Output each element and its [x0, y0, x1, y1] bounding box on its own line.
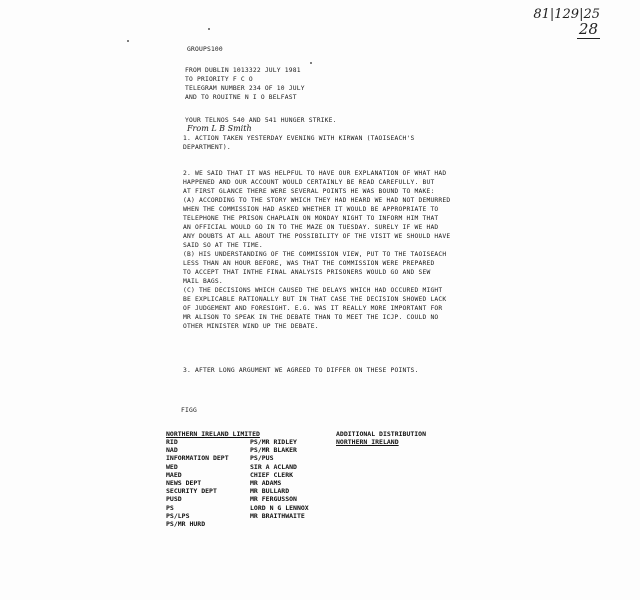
folio-number: 28	[578, 20, 598, 38]
text-line: OTHER MINISTER WIND UP THE DEBATE.	[183, 323, 319, 330]
paragraph-2	[183, 169, 450, 331]
distribution-entry: SIR A ACLAND	[250, 462, 297, 471]
text-line: MAIL BAGS.	[183, 278, 223, 285]
distribution-entry: INFORMATION DEPT	[166, 454, 229, 463]
text-line: BE EXPLICABLE RATIONALLY BUT IN THAT CASE THE DECISION SHOWED LACK	[183, 296, 447, 303]
distribution-entry: RID	[166, 438, 178, 446]
header-line: TO PRIORITY F C O	[185, 76, 253, 83]
header-line: FROM DUBLIN 1013322 JULY 1981	[185, 67, 301, 74]
text-line: (B) HIS UNDERSTANDING OF THE COMMISSION VIEW, PUT TO THE TAOISEACH	[183, 251, 447, 258]
text-line: ANY DOUBTS AT ALL ABOUT THE POSSIBILITY OF THE VISIT WE SHOULD HAVE	[183, 233, 451, 240]
paragraph-3: 3. AFTER LONG ARGUMENT WE AGREED TO DIFFER ON THESE POINTS.	[183, 367, 419, 374]
additional-distribution-heading: ADDITIONAL DISTRIBUTION	[336, 430, 427, 438]
file-reference: 81|129|25	[533, 7, 600, 22]
signoff: FIGG	[181, 407, 197, 414]
text-line: (A) ACCORDING TO THE STORY WHICH THEY HAD HEARD WE HAD NOT DEMURRED	[183, 197, 451, 204]
text-line: SAID SO AT THE TIME.	[183, 242, 263, 249]
distribution-entry: MR BULLARD	[250, 487, 290, 496]
distribution-entry: PUSD	[166, 495, 182, 504]
distribution-column-2	[250, 438, 309, 520]
text-line: DEPARTMENT).	[183, 144, 231, 151]
distribution-entry: PS/MR BLAKER	[250, 446, 297, 455]
distribution-entry: MR ADAMS	[250, 479, 282, 488]
distribution-entry: WED	[166, 462, 178, 471]
handwritten-annotation: From L B Smith	[187, 124, 252, 133]
header-line: TELEGRAM NUMBER 234 OF 10 JULY	[185, 85, 305, 92]
paragraph-1	[183, 134, 414, 152]
distribution-entry: PS	[166, 503, 174, 512]
distribution-entry: PS/LPS	[166, 511, 190, 520]
text-line: AT FIRST GLANCE THERE WERE SEVERAL POINTS HE WAS BOUND TO MAKE:	[183, 188, 435, 195]
scan-speck	[208, 28, 210, 30]
text-line: OF JUDGEMENT AND FORESIGHT. E.G. WAS IT REALLY MORE IMPORTANT FOR	[183, 305, 443, 312]
text-line: TELEPHONE THE PRISON CHAPLAIN ON MONDAY NIGHT TO INFORM HIM THAT	[183, 215, 439, 222]
text-line: 2. WE SAID THAT IT WAS HELPFUL TO HAVE OUR EXPLANATION OF WHAT HAD	[183, 170, 447, 177]
scan-speck	[127, 40, 129, 42]
distribution-entry: MR BRAITHWAITE	[250, 511, 305, 520]
distribution-entry: MAED	[166, 470, 182, 479]
distribution-entry: CHIEF CLERK	[250, 470, 294, 479]
subject-line: YOUR TELNOS 540 AND 541 HUNGER STRIKE.	[185, 117, 337, 124]
text-line: LESS THAN AN HOUR BEFORE, WAS THAT THE COMMISSION WERE PREPARED	[183, 260, 435, 267]
text-line: WHEN THE COMMISSION HAD ASKED WHETHER IT WOULD BE APPROPRIATE TO	[183, 206, 439, 213]
distribution-entry: PS/MR HURD	[166, 520, 206, 529]
distribution-entry: NAD	[166, 446, 178, 455]
distribution-entry: NEWS DEPT	[166, 479, 202, 488]
distribution-entry: MR FERGUSSON	[250, 495, 297, 504]
telegram-header	[185, 66, 305, 102]
text-line: HAPPENED AND OUR ACCOUNT WOULD CERTAINLY BE READ CAREFULLY. BUT	[183, 179, 435, 186]
archive-reference	[533, 8, 600, 38]
distribution-entry: PS/MR RIDLEY	[250, 438, 297, 446]
text-line: MR ALISON TO SPEAK IN THE DEBATE THAN TO MEET THE ICJP. COULD NO	[183, 314, 439, 321]
distribution-entry: SECURITY DEPT	[166, 487, 217, 496]
scan-speck	[310, 62, 312, 64]
distribution-entry: PS/PUS	[250, 454, 274, 463]
group-code: GROUPS100	[187, 46, 223, 53]
distribution-entry: LORD N G LENNOX	[250, 503, 309, 512]
text-line: 1. ACTION TAKEN YESTERDAY EVENING WITH KIRWAN (TAOISEACH'S	[183, 135, 415, 142]
additional-distribution-region: NORTHERN IRELAND	[336, 438, 399, 446]
text-line: AN OFFICIAL WOULD GO IN TO THE MAZE ON TUESDAY. SURELY IF WE HAD	[183, 224, 439, 231]
text-line: (C) THE DECISIONS WHICH CAUSED THE DELAYS WHICH HAD OCCURED MIGHT	[183, 287, 443, 294]
text-line: TO ACCEPT THAT INTHE FINAL ANALYSIS PRISONERS WOULD GO AND SEW	[183, 269, 431, 276]
distribution-heading: NORTHERN IRELAND LIMITED	[166, 430, 260, 438]
header-line: AND TO ROUITNE N I O BELFAST	[185, 94, 297, 101]
distribution-column-1	[166, 438, 229, 528]
